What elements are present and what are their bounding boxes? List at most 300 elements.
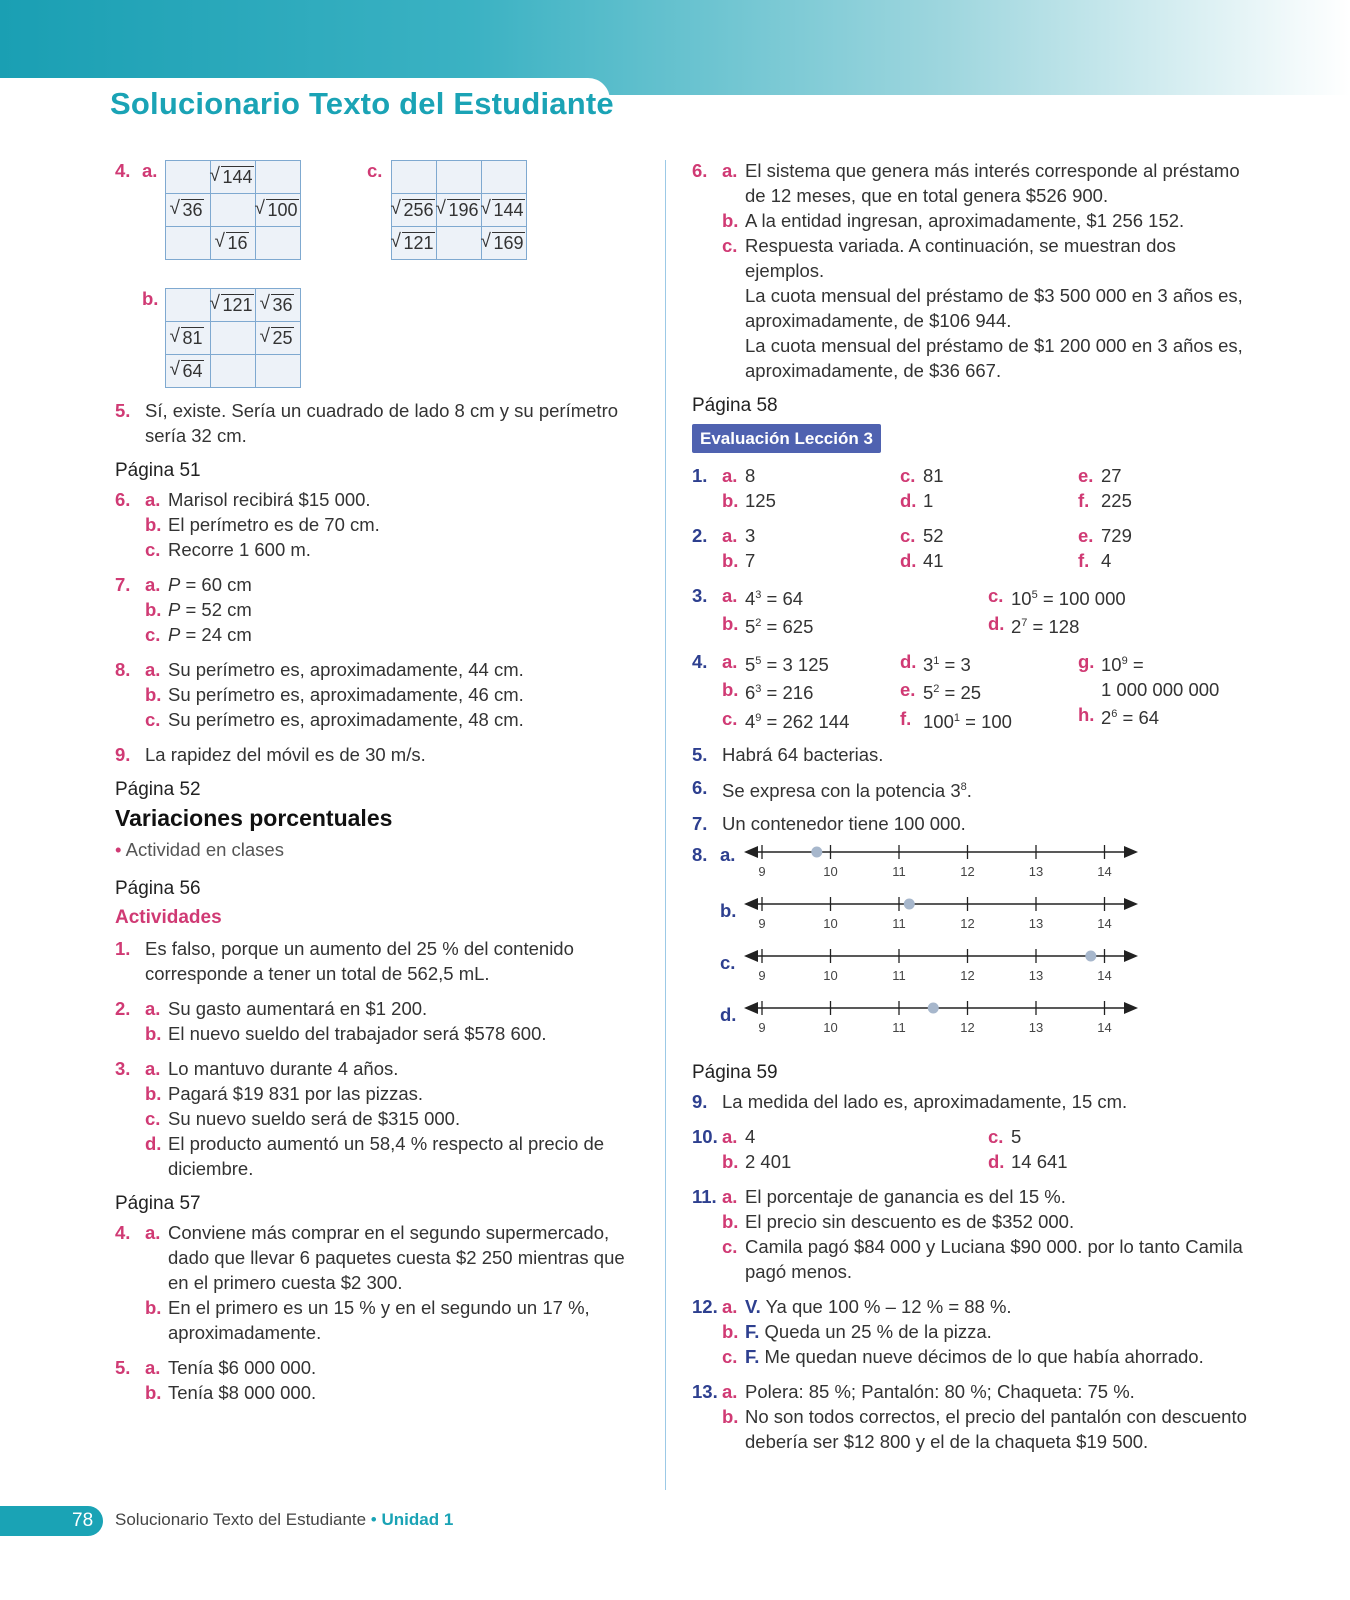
e3-spacer [692,611,722,639]
e4-value [923,649,971,677]
e9-text: La medida del lado es, aproximadamente, 15 cm. [722,1090,1128,1112]
e4-base: 10 [1101,654,1122,676]
grid-c-cell [437,227,482,260]
e4-result: = 100 [960,710,1012,732]
e3-value [1011,583,1126,611]
q6-item-label: b. [145,514,162,535]
e6 [692,775,1252,803]
footer-page-number: 78 [72,1510,94,1531]
e13-item-text: No son todos correctos, el precio del pantalón con descuento debería ser $12 800 y el de la chaqueta $19 500. [745,1405,1247,1452]
a5-item-text: Tenía $8 000 000. [168,1382,317,1403]
a2-item-label: a. [145,998,161,1019]
e1-spacer [692,488,722,513]
q6-item [145,487,625,512]
q4-c-label: c. [367,160,383,181]
e1-cell [900,488,1078,513]
e12-reason: Ya que 100 % – 12 % = 88 %. [760,1295,1012,1317]
a3-item-text: El producto aumentó un 58,4 % respecto al precio de diciembre. [168,1133,605,1179]
tick-label: 11 [892,1019,906,1035]
e11-items [722,1184,1252,1284]
r-q6 [692,158,1252,383]
marked-point [904,898,915,909]
e3-grid [692,583,1252,639]
square-root [172,326,203,351]
e1-label: f. [1078,490,1090,511]
e4-base: 5 [745,654,756,676]
e4-cell [722,706,900,734]
e4-result: = 216 [761,682,814,704]
e12-truth-value: V. [745,1295,761,1317]
radical-grid-b [165,288,301,388]
e1-cell [1078,488,1256,513]
radicand: 100 [267,199,298,220]
e4-value [745,677,813,705]
square-root [393,198,434,223]
e4-result: = 3 [939,654,971,676]
q8-item-text: Su perímetro es, aproximadamente, 46 cm. [168,684,524,705]
radicand: 25 [272,327,293,348]
e10-grid [692,1124,1252,1174]
e4-value [923,706,1012,734]
e12-item [722,1294,1252,1319]
left-column [115,158,625,1415]
e3-label: c. [988,585,1004,606]
a1-number: 1. [115,938,131,959]
e6-exponent: 8 [960,780,967,793]
a4-item [145,1295,625,1345]
arrow-right [1124,898,1138,910]
evaluation-badge: Evaluación Lección 3 [692,424,881,453]
q5-text: Sí, existe. Sería un cuadrado de lado 8 cm y su perímetro sería 32 cm. [145,400,619,446]
column-divider [665,160,666,1490]
q4-number: 4. [115,160,131,181]
e9 [692,1089,1252,1114]
grid-b-cell [256,289,301,322]
e4-exp: 3 [755,683,762,696]
number-line-1 [692,894,1252,946]
square-root [483,231,524,256]
e11-item [722,1209,1252,1234]
radicand: 36 [182,199,203,220]
grid-b-cell [166,355,211,388]
tick-label: 12 [960,863,975,879]
e4-exp: 6 [1111,708,1118,721]
square-root [212,293,253,318]
tick-label: 9 [758,863,766,879]
grid-b-row [166,355,301,388]
radical-grid-c [391,160,527,260]
r-q6-item-label: c. [722,235,738,256]
number-line-label: d. [720,1003,737,1025]
page-heading-51: Página 51 [115,460,201,481]
q8-item-label: a. [145,659,161,680]
e3-exp: 2 [755,617,762,630]
e4-label: c. [722,707,738,729]
q9 [115,742,625,767]
e10-cell [988,1149,1254,1174]
e7 [692,811,1252,836]
e4-result: = 64 [1117,707,1160,729]
a3-item-label: a. [145,1058,161,1079]
e3-label: d. [988,613,1005,635]
grid-a-cell [256,161,301,194]
a2-number: 2. [115,998,131,1019]
q9-number: 9. [115,744,131,765]
r-q6-number: 6. [692,160,708,181]
e3-result: = 64 [761,588,804,610]
e2-number: 2. [692,525,708,546]
a4-item-label: a. [145,1222,161,1243]
a5-number: 5. [115,1357,131,1378]
a2 [115,996,625,1046]
e4-label: g. [1078,651,1095,673]
a3-item-text: Pagará $19 831 por las pizzas. [168,1083,424,1104]
radicand: 121 [222,294,253,315]
section-title-variaciones: Variaciones porcentuales [115,805,393,831]
a2-item-text: El nuevo sueldo del trabajador será $578 600. [168,1023,547,1044]
e2-cell [722,548,900,573]
e2-label: f. [1078,550,1090,571]
r-q6-item [722,158,1252,208]
e13-item [722,1404,1252,1454]
e4-label: f. [900,707,912,729]
tick-label: 12 [960,967,975,983]
q4-b-label: b. [142,288,159,309]
tick-label: 11 [892,915,906,931]
q8-item [145,682,625,707]
e10-cell [988,1124,1254,1149]
radicand: 16 [227,232,248,253]
e4-exp: 9 [1121,655,1128,668]
e1-value: 1 [923,490,934,511]
e8-number: 8. [692,843,708,865]
e11-item-label: a. [722,1185,738,1207]
e2-label: a. [722,525,738,546]
e12-item [722,1344,1252,1369]
e3-result: = 128 [1027,616,1080,638]
r-q6-item-label: b. [722,210,739,231]
tick-label: 9 [758,915,766,931]
e10-spacer [692,1149,722,1174]
q6-items [145,487,625,562]
grid-a-cell [166,194,211,227]
grid-b-row [166,289,301,322]
number-line-svg [692,842,1152,892]
e1-value: 27 [1101,465,1122,486]
e4-exp: 5 [755,655,762,668]
square-root [217,231,248,256]
e11-item-text: Camila pagó $84 000 y Luciana $90 000. por lo tanto Camila pagó menos. [745,1235,1243,1282]
e2-value: 3 [745,525,756,546]
e9-number: 9. [692,1090,708,1112]
radical-grid-a [165,160,301,260]
e2-cell [722,523,900,548]
e4-base: 100 [923,710,954,732]
e2-value: 729 [1101,525,1132,546]
e4-base: 2 [1101,707,1112,729]
bullet-item: • Actividad en clases [115,839,284,860]
a2-item [145,996,625,1021]
e10-value: 5 [1011,1125,1022,1147]
e3-cell [988,583,1254,611]
e10-value: 14 641 [1011,1150,1068,1172]
q7-value: = 24 cm [180,624,252,645]
q6-item-text: Marisol recibirá $15 000. [168,489,371,510]
e10-value: 4 [745,1125,756,1147]
q7 [115,572,625,647]
q7-item [145,572,625,597]
a5-item [145,1380,625,1405]
e4-cell [900,706,1078,734]
radicand: 144 [493,199,524,220]
square-root [262,293,293,318]
grid-c-cell [482,227,527,260]
e12-truth-value: F. [745,1345,760,1367]
r-q6-items [722,158,1252,283]
e1-cell [722,488,900,513]
e3-number: 3. [692,585,708,606]
e10-label: a. [722,1125,738,1147]
e11-number: 11. [692,1185,717,1207]
tick-label: 10 [823,967,838,983]
a3-item [145,1056,625,1081]
a4 [115,1220,625,1345]
e4-value [1101,702,1159,730]
q7-value: = 60 cm [180,574,252,595]
e13 [692,1379,1252,1454]
e4-result-cont: 1 000 000 000 [1101,679,1220,701]
grid-a-cell [256,227,301,260]
e1-label: a. [722,465,738,486]
q8-item [145,707,625,732]
r-q6-item-label: a. [722,160,738,181]
square-root [172,359,203,384]
e4-grid [692,649,1252,733]
square-root [212,165,253,190]
grid-b-cell [211,322,256,355]
a2-item [145,1021,625,1046]
e3-base: 2 [1011,616,1022,638]
e10-label: c. [988,1125,1004,1147]
e7-text: Un contenedor tiene 100 000. [722,812,966,834]
e4-column [722,649,900,733]
e12-item-text [745,1319,1252,1344]
a4-item-label: b. [145,1297,162,1318]
e4 [692,649,1252,733]
e4-exp: 9 [755,711,762,724]
e12-item-label: c. [722,1345,738,1367]
e11-item [722,1184,1252,1209]
e5-text: Habrá 64 bacterias. [722,743,884,765]
number-line-2 [692,946,1252,998]
e2-grid [692,523,1252,573]
e2-value: 4 [1101,550,1112,571]
grid-a-cell [166,161,211,194]
radicand: 64 [182,360,203,381]
e13-number: 13. [692,1380,718,1402]
a4-item-text: Conviene más comprar en el segundo supermercado, dado que llevar 6 paquetes cuesta $2 250 mientras que en el primero cuesta $2 300. [168,1222,625,1293]
tick-label: 14 [1097,1019,1112,1035]
footer-separator: • [366,1510,382,1529]
e12-truth-value: F. [745,1320,760,1342]
e1-value: 81 [923,465,944,486]
e5 [692,742,1252,767]
page-heading-57: Página 57 [115,1193,201,1214]
grid-a-cell [166,227,211,260]
e1-value: 225 [1101,490,1132,511]
radicand: 36 [272,294,293,315]
grid-b-cell [211,355,256,388]
a3-item [145,1131,625,1181]
e11-item-label: b. [722,1210,739,1232]
a1 [115,936,625,986]
e4-cell [1078,702,1256,730]
grid-a-row [166,227,301,260]
page-heading-59: Página 59 [692,1061,778,1083]
e1-cell [1078,463,1256,488]
q7-variable: P [168,599,181,620]
a4-items [145,1220,625,1345]
q8-item-text: Su perímetro es, aproximadamente, 48 cm. [168,709,524,730]
tick-label: 11 [892,863,906,879]
e1-label: b. [722,490,739,511]
e12-reason: Me quedan nueve décimos de lo que había ahorrado. [759,1345,1204,1367]
e8 [692,842,1252,1050]
e4-value [745,706,849,734]
a5-item [145,1355,625,1380]
q7-item-text [168,622,625,647]
e5-number: 5. [692,743,708,765]
square-root [483,198,524,223]
grid-b-cell [256,355,301,388]
radicand: 169 [493,232,524,253]
arrow-right [1124,846,1138,858]
grid-c-cell [392,227,437,260]
square-root [438,198,479,223]
e4-column [900,649,1078,733]
grid-a-row [166,194,301,227]
page-heading-52: Página 52 [115,779,201,800]
e4-column [1078,649,1256,733]
q6-item [145,512,625,537]
a5-item-label: b. [145,1382,162,1403]
arrow-left [744,898,758,910]
grid-c-row [392,161,527,194]
e3-cell [722,583,988,611]
e1-grid [692,463,1252,513]
a3 [115,1056,625,1181]
e1-value: 125 [745,490,776,511]
q8-number: 8. [115,659,131,680]
grid-c-cell [392,161,437,194]
e4-cell [900,649,1078,677]
e4-label: h. [1078,704,1095,726]
a3-item-text: Lo mantuvo durante 4 años. [168,1058,399,1079]
grid-b-cell [166,322,211,355]
a3-item-text: Su nuevo sueldo será de $315 000. [168,1108,461,1129]
arrow-right [1124,1002,1138,1014]
q7-value: = 52 cm [180,599,252,620]
e4-exp: 2 [933,683,940,696]
grid-a-cell [211,161,256,194]
e6-text: Se expresa con la potencia 3 [722,779,961,801]
q7-variable: P [168,574,181,595]
radicand: 144 [222,166,253,187]
tick-label: 10 [823,915,838,931]
a3-items [145,1056,625,1181]
e2-label: c. [900,525,916,546]
q6-item-label: a. [145,489,161,510]
marked-point [811,846,822,857]
e10-number: 10. [692,1125,718,1147]
tick-label: 12 [960,915,975,931]
q7-item [145,622,625,647]
grid-c-cell [482,161,527,194]
e2-cell [900,548,1078,573]
e1-label: c. [900,465,916,486]
r-q6-body [722,158,1252,383]
a3-item-label: c. [145,1108,161,1129]
q8-item-label: b. [145,684,162,705]
tick-label: 10 [823,863,838,879]
e4-label: b. [722,679,739,701]
e4-label: e. [900,679,916,701]
q4-block [115,158,625,398]
a3-item [145,1106,625,1131]
e1-value: 8 [745,465,756,486]
number-line-0 [692,842,1252,894]
q7-item [145,597,625,622]
q5-number: 5. [115,400,131,421]
r-q6-example-1: La cuota mensual del préstamo de $3 500 000 en 3 años es, aproximadamente, de $106 944. [745,285,1243,331]
grid-c-cell [482,194,527,227]
e4-result: = 262 144 [761,710,850,732]
e1-cell [900,463,1078,488]
e12-item-label: b. [722,1320,739,1342]
a3-item [145,1081,625,1106]
e13-item [722,1379,1252,1404]
e10-value: 2 401 [745,1150,792,1172]
e4-base: 3 [923,654,934,676]
radicand: 121 [403,232,434,253]
e2-cell [900,523,1078,548]
square-root [393,231,434,256]
q8-item [145,657,625,682]
e12-item [722,1319,1252,1344]
section-title-actividades: Actividades [115,907,222,928]
a2-item-text: Su gasto aumentará en $1 200. [168,998,428,1019]
tick-label: 12 [960,1019,975,1035]
number-line-3 [692,998,1252,1050]
tick-label: 14 [1097,915,1112,931]
page-heading-56: Página 56 [115,878,201,899]
q6-item-text: Recorre 1 600 m. [168,539,311,560]
tick-label: 13 [1028,967,1044,983]
e12-items [722,1294,1252,1369]
e4-cell [1078,649,1256,702]
q7-number: 7. [115,574,131,595]
e4-exp: 1 [953,711,960,724]
bullet-text: Actividad en clases [125,839,284,860]
q6-item-label: c. [145,539,161,560]
a5-item-text: Tenía $6 000 000. [168,1357,317,1378]
e6-body [722,775,1252,803]
e3-result: = 625 [761,616,814,638]
e10-cell [722,1149,988,1174]
e3 [692,583,1252,639]
e7-number: 7. [692,812,708,834]
e6-number: 6. [692,776,708,798]
